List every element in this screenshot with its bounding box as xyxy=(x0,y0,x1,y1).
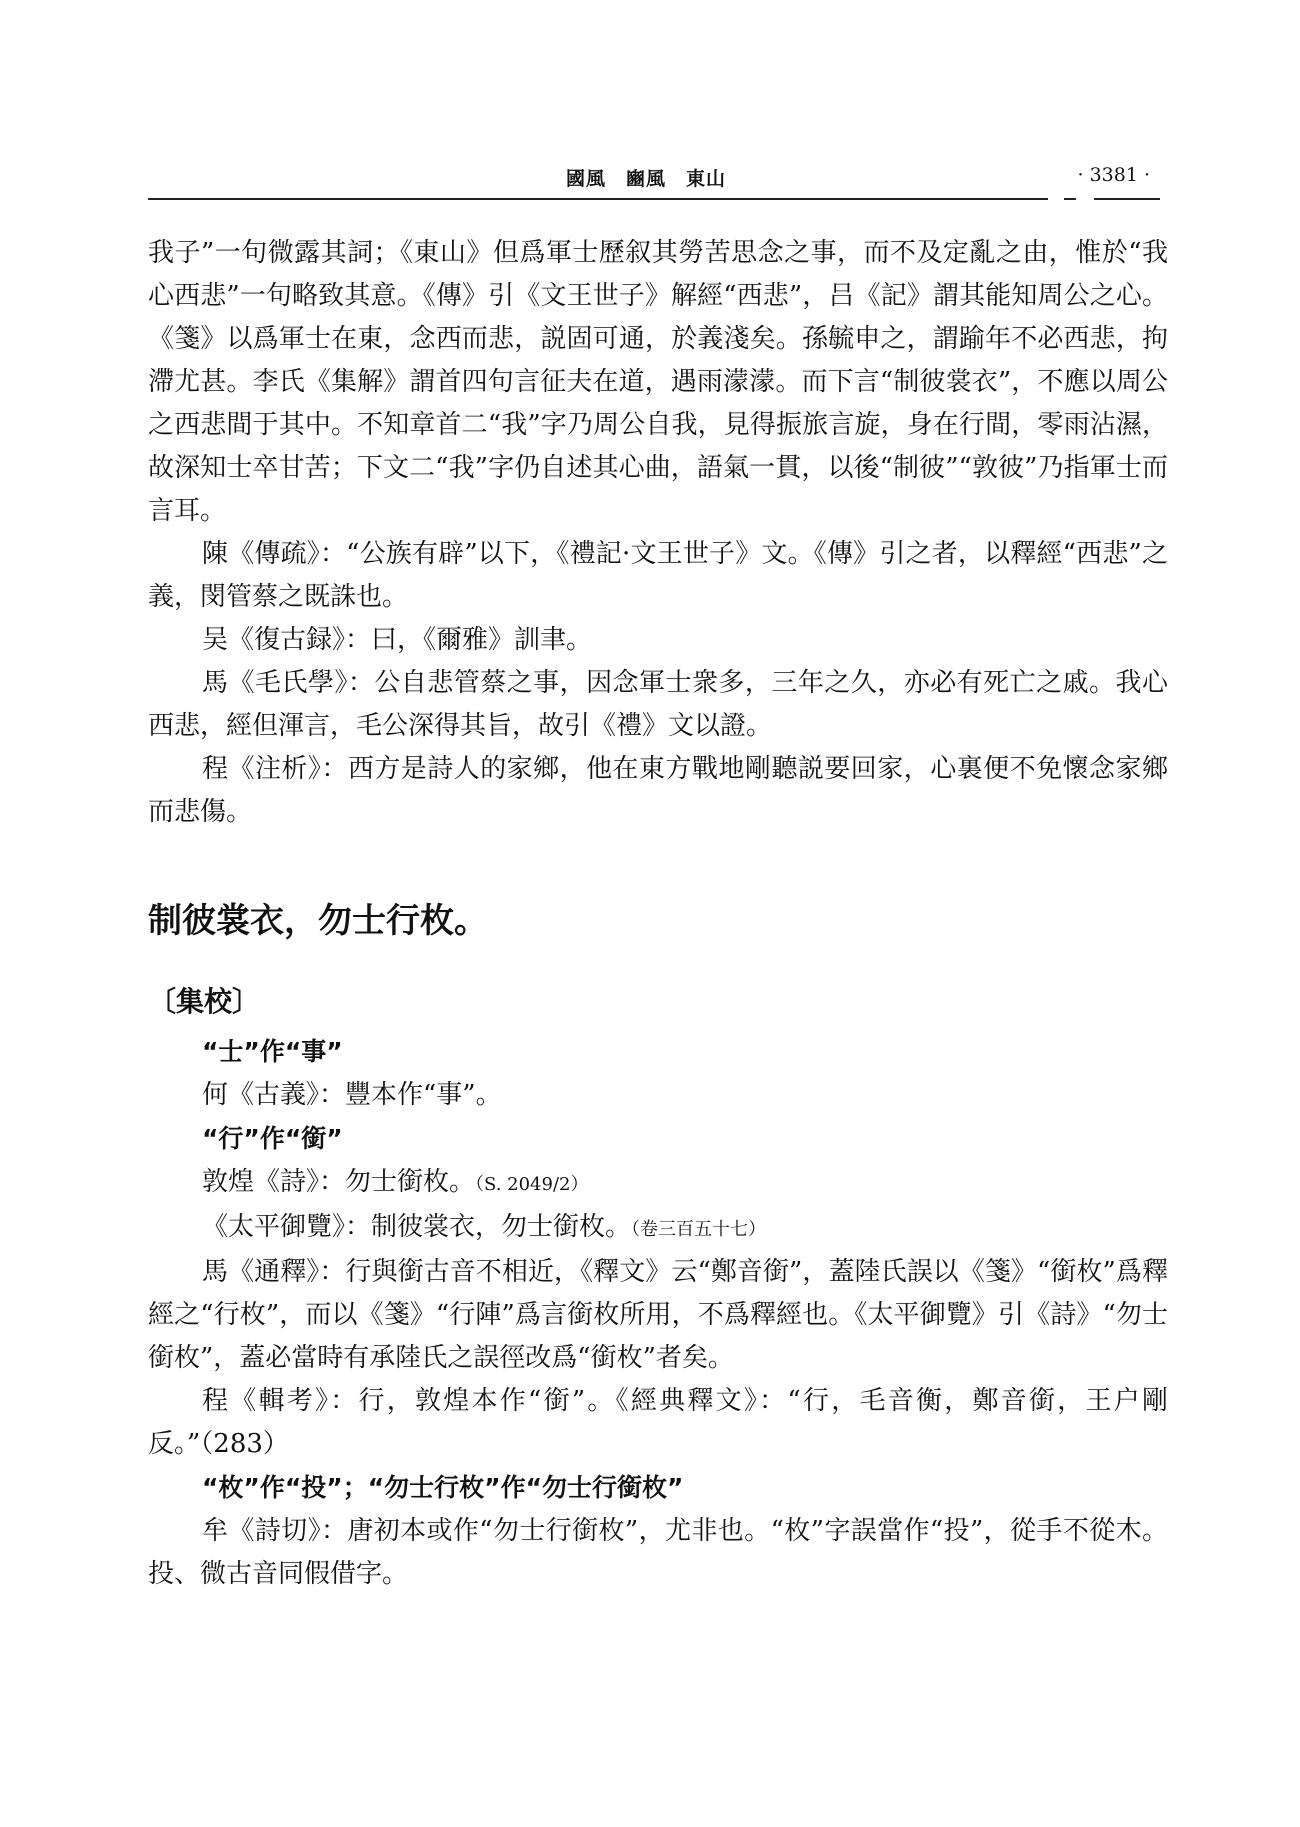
paragraph-cheng-zhuxi: 程《注析》：西方是詩人的家鄉，他在東方戰地剛聽説要回家，心裏便不免懷念家鄉而悲傷。 xyxy=(148,754,1168,827)
header-title: 國風 豳風 東山 xyxy=(566,168,727,190)
section-title: 制彼裳衣，勿士行枚。 xyxy=(148,901,488,941)
header-rule xyxy=(148,198,1048,200)
taiping-text: 《太平御覽》：制彼裳衣，勿士銜枚。 xyxy=(202,1212,632,1242)
entry-heading-mei: “枚”作“投”；“勿士行枚”作“勿士行銜枚” xyxy=(202,1473,684,1502)
paragraph-cheng-jikao: 程《輯考》：行，敦煌本作“銜”。《經典釋文》：“行，毛音衡，鄭音銜，王户剛反。”（283） xyxy=(148,1386,1168,1459)
page-number: · 3381 · xyxy=(1077,164,1150,186)
paragraph-chen-zhuanshu: 陳《傳疏》：“公族有辟”以下，《禮記·文王世子》文。《傳》引之者，以釋經“西悲”之義，閔管蔡之既誅也。 xyxy=(148,539,1168,612)
running-header xyxy=(148,160,1160,200)
entry-heading-shi: “士”作“事” xyxy=(202,1037,343,1066)
dunhuang-note: （S. 2049/2） xyxy=(475,1174,589,1195)
taiping-note: （卷三百五十七） xyxy=(631,1219,767,1240)
paragraph-wu-fugulu: 吴《復古録》：曰，《爾雅》訓聿。 xyxy=(202,625,593,655)
page-body xyxy=(148,232,1168,1596)
dunhuang-text: 敦煌《詩》：勿士銜枚。 xyxy=(202,1167,476,1197)
paragraph-ma-tongshi: 馬《通釋》：行與銜古音不相近，《釋文》云“鄭音銜”，蓋陸氏誤以《箋》“銜枚”爲釋經之“行枚”，而以《箋》“行陣”爲言銜枚所用，不爲釋經也。《太平御覽》引《詩》“勿士銜枚”，蓋必當時有承陸氏之誤徑改爲“銜枚”者矣。 xyxy=(148,1257,1168,1373)
paragraph-ma-maoshixue: 馬《毛氏學》：公自悲管蔡之事，因念軍士衆多，三年之久，亦必有死亡之戚。我心西悲，經但渾言，毛公深得其旨，故引《禮》文以證。 xyxy=(148,668,1168,741)
paragraph-he-guyi: 何《古義》：豐本作“事”。 xyxy=(202,1080,502,1110)
paragraph-taiping-yulan xyxy=(148,1206,1168,1251)
paragraph-mou-shiqie: 牟《詩切》：唐初本或作“勿士行銜枚”，尤非也。“枚”字誤當作“投”，從手不從木。投、微古音同假借字。 xyxy=(148,1516,1168,1589)
paragraph-dunhuang-shi xyxy=(148,1161,1168,1206)
paragraph-intro-1: 我子”一句微露其詞；《東山》但爲軍士歷叙其勞苦思念之事，而不及定亂之由，惟於“我心西悲”一句略致其意。《傳》引《文王世子》解經“西悲”，吕《記》謂其能知周公之心。《箋》以爲軍士在東，念西而悲，説固可通，於義淺矣。孫毓申之，謂踰年不必西悲，拘滯尤甚。李氏《集解》謂首四句言征夫在道，遇雨濛濛。而下言“制彼裳衣”，不應以周公之西悲間于其中。不知章首二“我”字乃周公自我，見得振旅言旋，身在行間，零雨沾濕，故深知士卒甘苦；下文二“我”字仍自述其心曲，語氣一貫，以後“制彼”“敦彼”乃指軍士而言耳。 xyxy=(148,238,1168,526)
subheading-jijiao: 〔集校〕 xyxy=(148,985,261,1018)
header-rule-end xyxy=(1094,198,1160,200)
entry-heading-xing: “行”作“銜” xyxy=(202,1124,343,1153)
header-rule-dash xyxy=(1064,198,1076,200)
